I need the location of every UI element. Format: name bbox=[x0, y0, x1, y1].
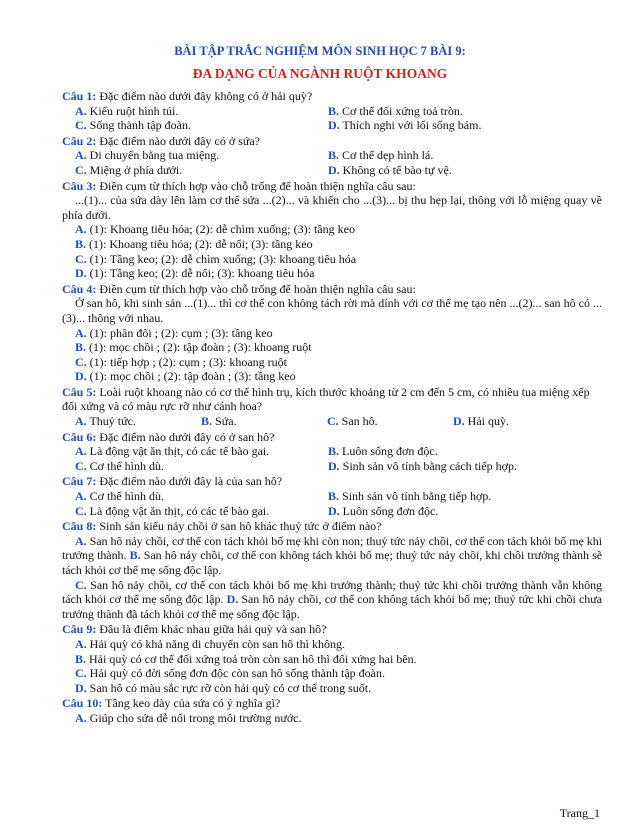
question-2 bbox=[62, 134, 602, 178]
question-label: Câu 7: bbox=[62, 474, 97, 489]
option-d[interactable]: D. San hô có màu sắc rực rỡ còn hải quỳ có cơ thể trong suốt. bbox=[75, 680, 372, 695]
question-text: Đặc điểm nào dưới đây không có ở hải quỳ? bbox=[96, 89, 313, 103]
option-a[interactable]: A. Hải quỳ có khả năng di chuyển còn san hô thì không. bbox=[75, 636, 345, 651]
option-a[interactable]: A. Giúp cho sứa dễ nổi trong môi trường nước. bbox=[75, 710, 302, 725]
option-c[interactable]: C. Hải quỳ có đời sống đơn độc còn san hô sống thành tập đoàn. bbox=[75, 666, 385, 681]
option-c[interactable]: C. Cơ thể hình dù. bbox=[75, 458, 165, 473]
option-c[interactable]: C. Sống thành tập đoàn. bbox=[75, 118, 191, 133]
question-label: Câu 1: bbox=[62, 89, 97, 103]
option-b[interactable]: B. (1): mọc chồi ; (2): tập đoàn ; (3): khoang ruột bbox=[75, 340, 312, 355]
option-b[interactable]: B. Cơ thể dẹp hình lá. bbox=[328, 148, 434, 163]
option-a[interactable]: A. Thuỷ tức. bbox=[75, 414, 136, 429]
document-title: BÀI TẬP TRẮC NGHIỆM MÔN SINH HỌC 7 BÀI 9: bbox=[174, 44, 466, 58]
option-b[interactable]: B. Sinh sản vô tính bằng tiếp hợp. bbox=[328, 489, 492, 504]
option-c[interactable]: C. San hô nảy chồi, cơ thể con tách khỏi bố mẹ khi trưởng thành; thuỷ tức khi chồi trưởng thành vẫn không tách khỏi cơ thể mẹ sống độc lập. bbox=[62, 577, 602, 607]
option-b[interactable]: B. Hải quỳ có cơ thể đối xứng toả tròn còn san hô thì đối xứng hai bên. bbox=[75, 651, 417, 666]
option-c[interactable]: C. (1): Tầng keo; (2): dễ chìm xuống; (3): khoang tiêu hóa bbox=[75, 251, 357, 266]
page-number: Trang_1 bbox=[559, 806, 600, 820]
option-b[interactable]: B. Cơ thể đối xứng toả tròn. bbox=[328, 103, 463, 118]
option-b[interactable]: B. Sứa. bbox=[201, 414, 237, 429]
question-label: Câu 3: bbox=[62, 178, 97, 193]
question-text: Loài ruột khoang nào có cơ thể hình trụ, kích thước khoảng từ 2 cm đến 5 cm, có nhiều tua miệng xếp đối xứng và có màu rực rỡ như cánh hoa? bbox=[62, 384, 590, 414]
question-text: Đâu là điểm khác nhau giữa hải quỳ và san hô? bbox=[96, 622, 327, 637]
question-list bbox=[62, 88, 602, 726]
option-b[interactable]: B. San hô nảy chồi, cơ thể con không tách khỏi bố mẹ; thuỷ tức nảy chồi, khi chồi trưởng thành sẽ tách khỏi cơ thể mẹ sống độc lập. bbox=[62, 548, 602, 577]
question-label: Câu 10: bbox=[62, 696, 103, 711]
question-passage: ...(1)... của sứa dày lên làm cơ thể sứa ...(2)... và khiến cho ...(3)... bị thu hẹp lại, thông với lỗ miệng quay về phía dưới. bbox=[62, 193, 602, 222]
question-1 bbox=[62, 89, 602, 133]
question-text: Đặc điểm nào dưới đây có ở san hô? bbox=[96, 429, 275, 444]
question-6 bbox=[62, 430, 602, 474]
question-label: Câu 9: bbox=[62, 622, 97, 637]
question-9 bbox=[62, 622, 602, 695]
question-3 bbox=[62, 179, 602, 281]
question-label: Câu 8: bbox=[62, 519, 97, 534]
question-8 bbox=[62, 519, 602, 621]
option-c[interactable]: C. Là động vật ăn thịt, có các tế bào gai. bbox=[75, 503, 270, 518]
option-c[interactable]: C. San hô. bbox=[327, 414, 378, 429]
option-c-d-block bbox=[62, 578, 602, 622]
option-d[interactable]: D. Sinh sản vô tính bằng cách tiếp hợp. bbox=[328, 458, 517, 473]
option-a[interactable]: A. Kiểu ruột hình túi. bbox=[75, 103, 179, 118]
question-label: Câu 5: bbox=[62, 384, 97, 399]
question-text: Điền cụm từ thích hợp vào chỗ trống để hoàn thiện nghĩa câu sau: bbox=[96, 281, 416, 296]
question-7 bbox=[62, 474, 602, 518]
option-d[interactable]: D. (1): mọc chồi ; (2): tập đoàn ; (3): tầng keo bbox=[75, 369, 296, 384]
question-4 bbox=[62, 282, 602, 384]
option-d[interactable]: D. San hô nảy chồi, cơ thể con không tách khỏi bố mẹ; thuỷ tức khi chồi chưa trưởng thành đã tách khỏi cơ thể mẹ sống độc lập. bbox=[62, 592, 602, 621]
option-d[interactable]: D. Hải quỳ. bbox=[453, 414, 509, 429]
option-a[interactable]: A. Di chuyển bằng tua miệng. bbox=[75, 148, 220, 163]
question-label: Câu 4: bbox=[62, 281, 97, 296]
question-10 bbox=[62, 696, 602, 725]
question-label: Câu 6: bbox=[62, 429, 97, 444]
option-c[interactable]: C. Miệng ở phía dưới. bbox=[75, 162, 183, 177]
question-5 bbox=[62, 385, 602, 429]
option-a-b-block bbox=[62, 534, 602, 578]
option-d[interactable]: D. Không có tế bào tự vệ. bbox=[328, 162, 452, 177]
option-b[interactable]: B. Luôn sống đơn độc. bbox=[328, 444, 438, 459]
option-d[interactable]: D. (1): Tầng keo; (2): dễ nổi; (3): khoang tiêu hóa bbox=[75, 266, 315, 281]
option-a[interactable]: A. (1): Khoang tiêu hóa; (2): dễ chìm xuống; (3): tầng keo bbox=[75, 222, 355, 237]
question-text: Đặc điểm nào dưới đây là của san hô? bbox=[96, 474, 283, 489]
option-b[interactable]: B. (1): Khoang tiêu hóa; (2): dễ nổi; (3): tầng keo bbox=[75, 236, 313, 251]
question-label: Câu 2: bbox=[62, 133, 97, 148]
option-c[interactable]: C. (1): tiếp hợp ; (2): cụm ; (3): khoang ruột bbox=[75, 354, 287, 369]
option-d[interactable]: D. Thích nghi với lối sống bám. bbox=[328, 118, 482, 133]
option-d[interactable]: D. Luôn sống đơn độc. bbox=[328, 503, 439, 518]
document-subtitle: ĐA DẠNG CỦA NGÀNH RUỘT KHOANG bbox=[192, 66, 448, 81]
option-a[interactable]: A. Cơ thể hình dù. bbox=[75, 489, 165, 504]
question-text: Tầng keo dày của sứa có ý nghĩa gì? bbox=[102, 696, 281, 711]
question-text: Đặc điểm nào dưới đây có ở sứa? bbox=[96, 133, 260, 148]
question-text: Sinh sản kiểu nảy chồi ở san hô khác thuỷ tức ở điểm nào? bbox=[96, 519, 382, 534]
option-a[interactable]: A. (1): phân đôi ; (2): cụm ; (3): tầng keo bbox=[75, 325, 273, 340]
option-a[interactable]: A. Là động vật ăn thịt, có các tế bào gai. bbox=[75, 444, 270, 459]
question-text: Điền cụm từ thích hợp vào chỗ trống để hoàn thiện nghĩa câu sau: bbox=[96, 178, 416, 193]
option-a[interactable]: A. San hô nảy chồi, cơ thể con tách khỏi bố mẹ khi còn non; thuỷ tức nảy chồi, cơ thể con tách khỏi bố mẹ khi trưởng thành. bbox=[62, 533, 602, 563]
question-passage: Ở san hô, khi sinh sản ...(1)... thì cơ thể con không tách rời mà dính với cơ thể mẹ tạo nên ...(2)... san hô có ...(3)... thông với nhau. bbox=[62, 296, 602, 325]
